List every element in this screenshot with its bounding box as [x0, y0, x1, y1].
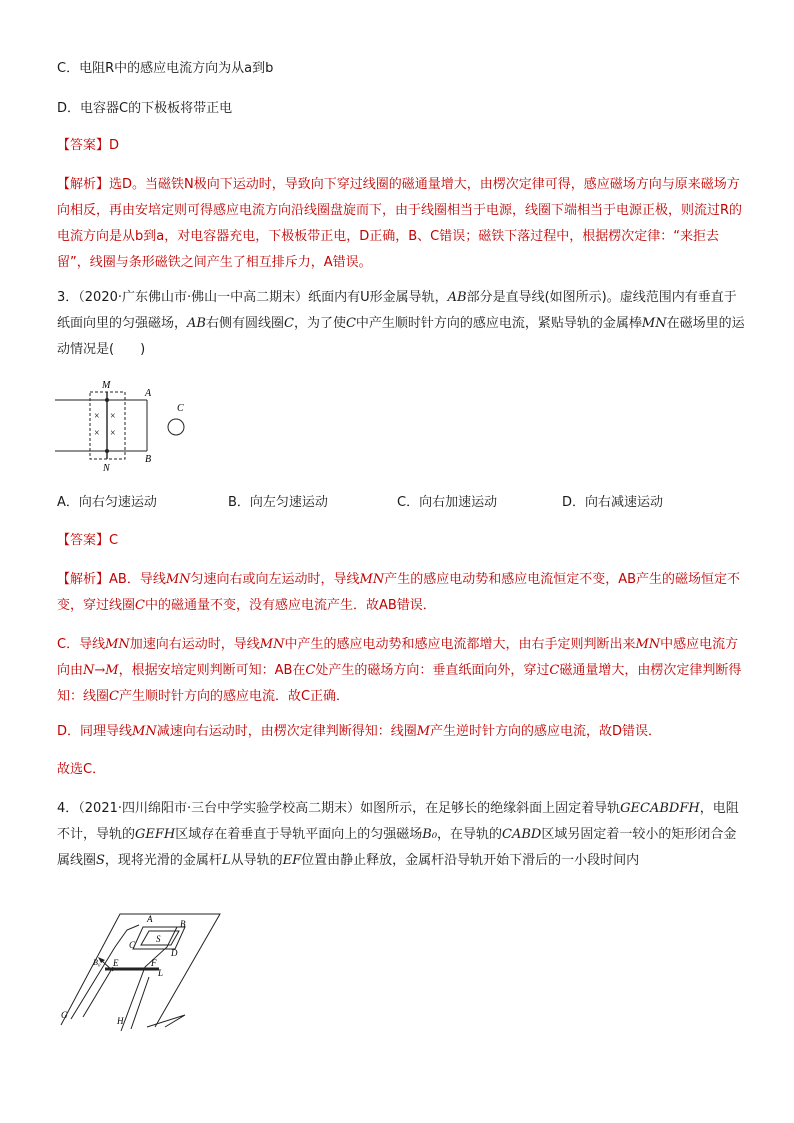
label-c: C: [129, 940, 136, 950]
symbol-mn: MN: [635, 637, 661, 652]
cross-mark: ×: [94, 411, 100, 422]
analysis-text: 中产生的感应电动势和感应电流都增大，由右手定则判断出来: [284, 637, 636, 652]
stem-text: 在磁场里的运动情况是( ): [57, 316, 745, 357]
symbol-ef: EF: [282, 853, 302, 868]
cross-mark: ×: [110, 411, 116, 422]
coil-c: [168, 419, 184, 435]
analysis-text: 中感应电流方向由: [57, 637, 739, 678]
answer-tag: 【答案】: [57, 533, 110, 548]
symbol-gefh: GEFH: [135, 827, 176, 842]
label-b0: B₀: [93, 958, 101, 967]
label-m: M: [102, 380, 111, 391]
stem-text: 从导轨的: [230, 853, 283, 868]
label-b: B: [180, 919, 186, 929]
angle-mark: [147, 1015, 185, 1027]
q2-answer: [57, 133, 747, 159]
analysis-text: 选D。当磁铁N极向下运动时，导致向下穿过线圈的磁通量增大，由楞次定律可得，感应磁场方向与原来磁场方向相反，再由安培定则可得感应电流方向沿线圈盘旋而下，由于线圈相当于电源，线圈下端相当于电源正极，则流过R的电流方向是从b到a，对电容器充电，下极板带正电，D正确，B、C错误；磁铁下落过程中，根据楞次定律：“来拒去留”，线圈与条形磁铁之间产生了相互排斥力，A错误。: [57, 177, 743, 270]
q3-stem: [57, 285, 747, 363]
symbol-ab: AB: [447, 290, 467, 305]
symbol-ab: AB: [187, 316, 206, 331]
symbol-rail: GECABDFH: [620, 801, 700, 816]
q4-stem: [57, 796, 747, 874]
stem-text: 中产生顺时针方向的感应电流，紧贴导轨的金属棒: [355, 316, 642, 331]
rod-end-m: [105, 398, 109, 402]
rod-end-n: [105, 449, 109, 453]
analysis-text: 产生逆时针方向的感应电流，故D错误．: [430, 724, 662, 739]
label-h: H: [117, 1016, 124, 1026]
cross-mark: ×: [94, 428, 100, 439]
analysis-text: D．同理导线: [57, 724, 133, 739]
symbol-mn: MN: [641, 316, 667, 331]
label-g: G: [61, 1010, 68, 1020]
cross-mark: ×: [110, 428, 116, 439]
analysis-text: ，根据安培定则判断可知：AB在: [118, 663, 306, 678]
symbol-c: C: [135, 598, 145, 613]
question-source: （2020·广东佛山市·佛山一中高二期末）: [78, 290, 309, 305]
stem-text: 如图所示，在足够长的绝缘斜面上固定着导轨: [360, 801, 621, 816]
analysis-text: 产生顺时针方向的感应电流．故C正确．: [118, 689, 350, 704]
label-d: D: [171, 948, 178, 958]
symbol-c: C: [345, 316, 356, 331]
symbol-mn: MN: [105, 637, 130, 652]
question-source: （2021·四川绵阳市·三台中学实验学校高二期末）: [78, 801, 361, 816]
question-number: 3．: [57, 290, 79, 305]
analysis-tag: 【解析】: [57, 572, 110, 587]
stem-text: 区域存在着垂直于导轨平面向上的匀强磁场: [175, 827, 423, 842]
stem-text: ，在导轨的: [437, 827, 503, 842]
q3-analysis-c: [57, 632, 747, 710]
analysis-text: 处产生的磁场方向：垂直纸面向外，穿过: [315, 663, 550, 678]
analysis-text: 产生的感应电动势和感应电流恒定不变，AB产生的磁场恒定不变，穿过线圈: [57, 572, 741, 613]
q3-answer: [57, 528, 747, 554]
symbol-mn: MN: [359, 572, 385, 587]
analysis-text: 减速向右运动时，由楞次定律判断得知：线圈: [156, 724, 417, 739]
q3-figure: [55, 378, 205, 478]
symbol-c: C: [305, 663, 316, 678]
symbol-l: L: [221, 853, 231, 868]
label-a: A: [147, 914, 153, 924]
rail-right-inner: [131, 977, 149, 1029]
stem-text: 纸面内有U形金属导轨，: [308, 290, 448, 305]
q3-analysis-d: [57, 719, 747, 745]
q3-option-d: D．向右减速运动: [562, 495, 664, 510]
stem-text: 区域另固定着一较小的矩形闭合金属线圈: [57, 827, 737, 868]
q4-figure: [55, 905, 225, 1035]
symbol-b0: B₀: [422, 827, 438, 842]
q2-option-c: C．电阻R中的感应电流方向为从a到b: [57, 61, 274, 76]
stem-text: 部分是直导线(如图所示)。虚线范围内有垂直于纸面向里的匀强磁场，: [57, 290, 737, 331]
q2-option-d: D．电容器C的下极板将带正电: [57, 101, 233, 116]
symbol-c: C: [283, 316, 294, 331]
analysis-text: C．导线: [57, 637, 106, 652]
q3-option-b: B．向左匀速运动: [228, 495, 328, 510]
stem-text: 右侧有圆线圈: [205, 316, 284, 331]
answer-value: C: [109, 533, 119, 548]
stem-text: 位置由静止释放，金属杆沿导轨开始下滑后的一小段时间内: [301, 853, 640, 868]
symbol-cabd: CABD: [502, 827, 542, 842]
q3-option-c: C．向右加速运动: [397, 495, 498, 510]
symbol-c: C: [549, 663, 560, 678]
question-number: 4．: [57, 801, 79, 816]
stem-text: ，电阻不计，导轨的: [57, 801, 739, 842]
analysis-text: 加速向右运动时，导线: [129, 637, 260, 652]
stem-text: ，为了使: [293, 316, 346, 331]
label-a: A: [145, 388, 152, 399]
symbol-s: S: [96, 853, 105, 868]
q3-analysis-ab: [57, 567, 747, 619]
symbol-mn: MN: [259, 637, 285, 652]
symbol-c: C: [109, 689, 119, 704]
answer-tag: 【答案】: [57, 138, 110, 153]
stem-text: ，现将光滑的金属杆: [104, 853, 222, 868]
analysis-text: AB．导线: [109, 572, 166, 587]
q3-conclusion: 故选C．: [57, 762, 106, 777]
analysis-tag: 【解析】: [57, 177, 110, 192]
label-l: L: [158, 968, 164, 978]
q3-option-a: A．向右匀速运动: [57, 495, 157, 510]
label-b: B: [145, 454, 152, 465]
label-f: F: [151, 958, 157, 968]
label-s: S: [156, 934, 161, 944]
symbol-mn: MN: [165, 572, 191, 587]
analysis-text: 中的磁通量不变，没有感应电流产生．故AB错误．: [144, 598, 436, 613]
answer-value: D: [109, 138, 120, 153]
analysis-text: 匀速向右或向左运动时，导线: [190, 572, 360, 587]
symbol-m: M: [416, 724, 431, 739]
label-c: C: [177, 403, 184, 414]
symbol-mn: MN: [132, 724, 157, 739]
label-n: N: [103, 463, 110, 474]
symbol-nm: N→M: [83, 663, 119, 678]
analysis-text: 磁通量增大，由楞次定律判断得知：线圈: [57, 663, 742, 704]
label-e: E: [113, 958, 119, 968]
q2-analysis: [57, 172, 747, 276]
